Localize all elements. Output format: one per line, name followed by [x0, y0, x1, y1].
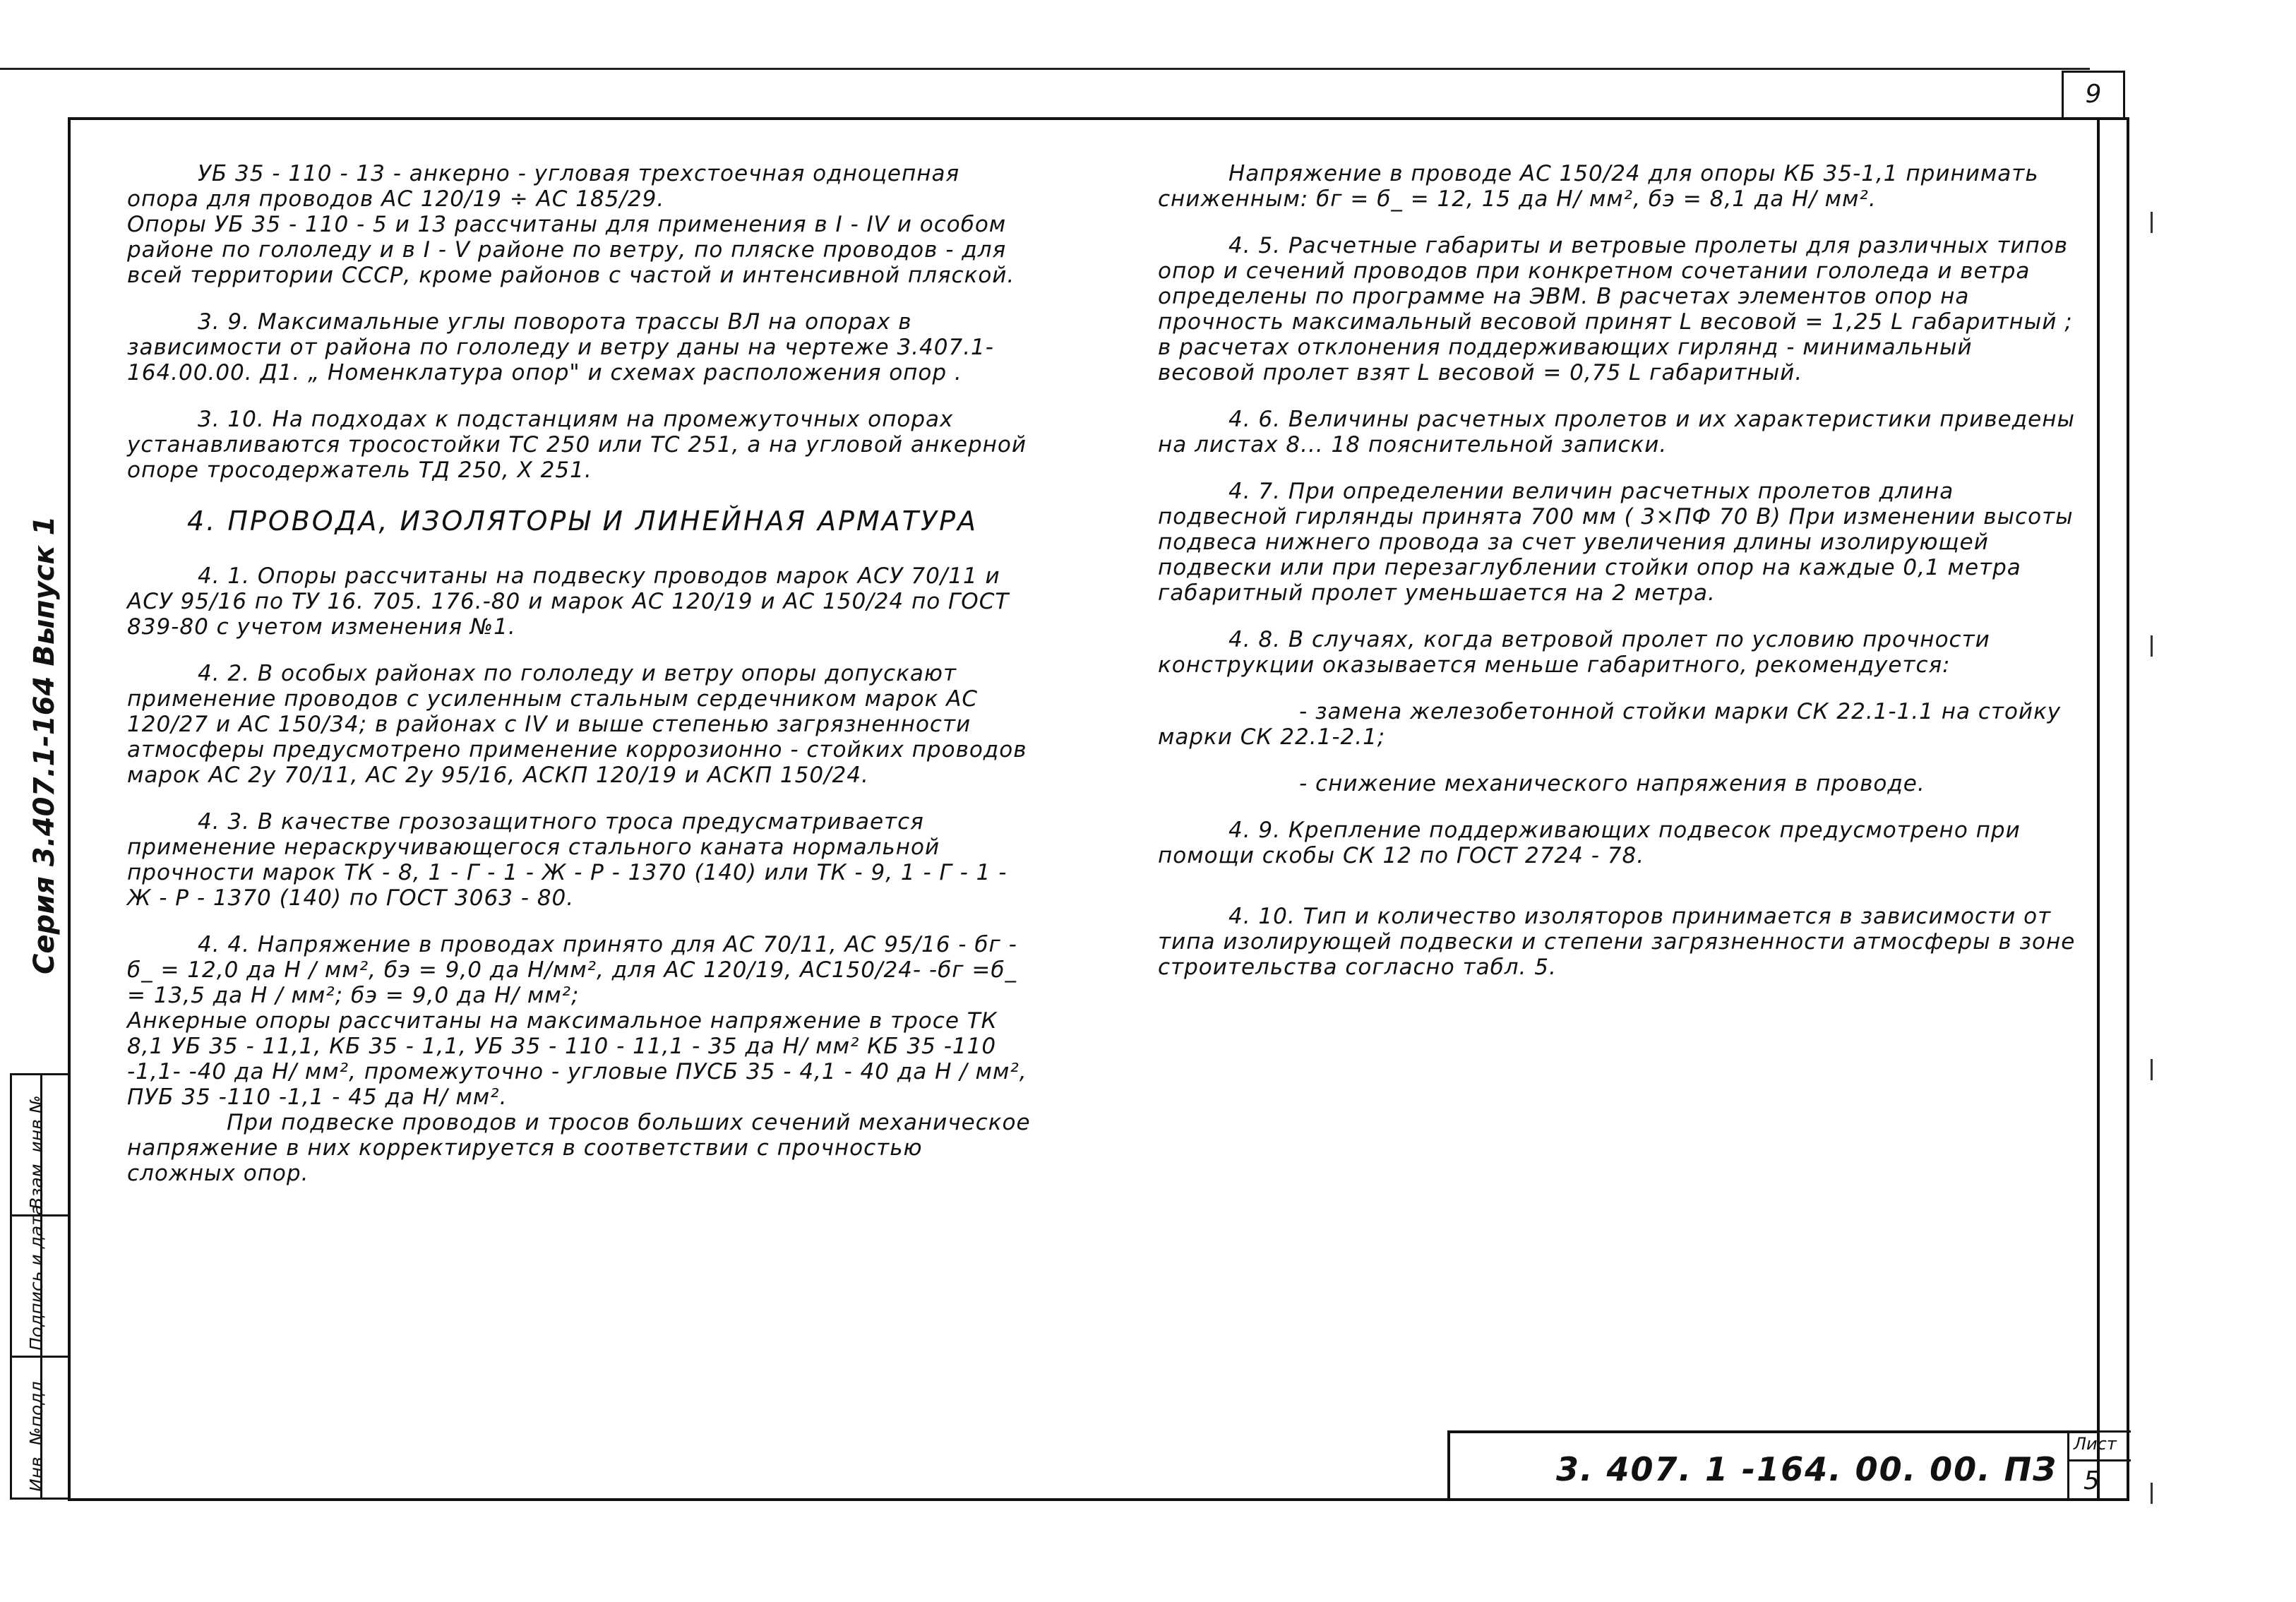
paragraph: 4. 7. При определении величин расчетных пролетов длина подвесной гирлянды принята 700 мм ( 3×ПФ 70 В) При изменении высоты подвеса нижнего провода за счет увеличения длины изолирующей подвески или при перезаглублении стойки опор на каждые 0,1 метра габаритный пролет уменьшается на 2 метра. [1158, 479, 2081, 606]
paragraph: 4. 6. Величины расчетных пролетов и их характеристики приведены на листах 8... 18 пояснительной записки. [1158, 407, 2083, 458]
stamp-cell-sign [12, 1204, 68, 1358]
sheet-number-box [2067, 1430, 2131, 1501]
margin-tick [2151, 635, 2153, 657]
paragraph: Напряжение в проводе АС 150/24 для опоры КБ 35-1,1 принимать сниженным: бг = б_ = 12, 15 да Н/ мм², бэ = 8,1 да Н/ мм². [1158, 161, 2047, 212]
stamp-label-podl: Инв. №подл. [26, 1375, 47, 1492]
paragraph: УБ 35 - 110 - 13 - анкерно - угловая трехстоечная одноцепная опора для проводов АС 120/19 ÷ АС 185/29. Опоры УБ 35 - 110 - 5 и 13 рассчитаны для применения в I - IV и особом районе по гололеду и в I - V районе по ветру, по пляске проводов - для всей территории СССР, кроме районов с частой и интенсивной пляской. [127, 161, 1015, 288]
stamp-cell-podl [12, 1358, 68, 1499]
stamp-cell-inv [12, 1075, 68, 1217]
frame-inner-rule [2097, 117, 2100, 1501]
paragraph: 4. 5. Расчетные габариты и ветровые пролеты для различных типов опор и сечений проводов при конкретном сочетании гололеда и ветра определены по программе на ЭВМ. В расчетах элементов опор на прочность максимальный весовой принят L весовой = 1,25 L габаритный ; в расчетах отклонения поддерживающих гирлянд - минимальный весовой пролет взят L весовой = 0,75 L габаритный. [1158, 233, 2081, 385]
margin-tick [2151, 1059, 2153, 1080]
stamp-label-vzam: Взам. инв.№ [26, 1095, 47, 1209]
document-code: 3. 407. 1 -164. 00. 00. ПЗ [1556, 1450, 2057, 1488]
right-column [1158, 161, 2083, 1001]
paragraph: 4. 8. В случаях, когда ветровой пролет по условию прочности конструкции оказывается меньше габаритного, рекомендуется: [1158, 627, 1998, 678]
stamp-label-sign: Подпись и дата [26, 1204, 47, 1351]
paragraph: 4. 10. Тип и количество изоляторов принимается в зависимости от типа изолирующей подвески и степени загрязненности атмосферы в зоне строительства согласно табл. 5. [1158, 904, 2083, 980]
margin-tick [2151, 212, 2153, 233]
paragraph: 3. 9. Максимальные углы поворота трассы ВЛ на опорах в зависимости от района по гололеду и ветру даны на чертеже 3.407.1-164.00.00. Д1. „ Номенклатура опор" и схемах расположения опор . [127, 309, 994, 385]
title-block [1447, 1430, 2097, 1501]
paragraph: 4. 9. Крепление поддерживающих подвесок предусмотрено при помощи скобы СК 12 по ГОСТ 2724 - 78. [1158, 818, 2028, 868]
sheet-box-divider [2069, 1459, 2131, 1461]
list-item: - замена железобетонной стойки марки СК 22.1-1.1 на стойку марки СК 22.1-2.1; [1158, 699, 2069, 750]
sheet-number: 5 [2083, 1466, 2100, 1495]
top-rule [0, 68, 2090, 70]
margin-tick [2151, 1483, 2153, 1504]
paragraph: 4. 2. В особых районах по гололеду и ветру опоры допускают применение проводов с усиленным стальным сердечником марок АС 120/27 и АС 150/34; в районах с IV и выше степенью загрязненности атмосферы предусмотрено применение коррозионно - стойких проводов марок АС 2у 70/11, АС 2у 95/16, АСКП 120/19 и АСКП 150/24. [127, 661, 1035, 788]
left-column [127, 161, 1038, 1207]
side-series-text: Серия 3.407.1-164 Выпуск 1 [28, 515, 61, 974]
side-series-label [7, 515, 61, 974]
paragraph: 3. 10. На подходах к подстанциям на промежуточных опорах устанавливаются тросостойки ТС 250 или ТС 251, а на угловой анкерной опоре тросодержатель ТД 250, Х 251. [127, 407, 1034, 483]
section-heading: 4. ПРОВОДА, ИЗОЛЯТОРЫ И ЛИНЕЙНАЯ АРМАТУРА [187, 506, 978, 537]
paragraph: 4. 1. Опоры рассчитаны на подвеску проводов марок АСУ 70/11 и АСУ 95/16 по ТУ 16. 705. 176.-80 и марок АС 120/19 и АС 150/24 по ГОСТ 839-80 с учетом изменения №1. [127, 563, 1017, 640]
side-stamp [10, 1073, 68, 1500]
sheet-label: Лист [2074, 1434, 2117, 1454]
paragraph: 4. 4. Напряжение в проводах принято для АС 70/11, АС 95/16 - бг - б_ = 12,0 да Н / мм², бэ = 9,0 да Н/мм², для АС 120/19, АС150/24- -бг =б_ = 13,5 да Н / мм²; бэ = 9,0 да Н/ мм²; Анкерные опоры рассчитаны на максимальное напряжение в тросе ТК 8,1 УБ 35 - 11,1, КБ 35 - 1,1, УБ 35 - 110 - 11,1 - 35 да Н/ мм² КБ 35 -110 -1,1- -40 да Н/ мм², промежуточно - угловые ПУСБ 35 - 4,1 - 40 да Н / мм², ПУБ 35 -110 -1,1 - 45 да Н/ мм². При подвеске проводов и тросов больших сечений механическое напряжение в них корректируется в соответствии с прочностью сложных опор. [127, 932, 1031, 1186]
list-item: - снижение механического напряжения в проводе. [1299, 771, 1925, 796]
sheet-corner-number: 9 [2062, 71, 2125, 117]
paragraph: 4. 3. В качестве грозозащитного троса предусматривается применение нераскручивающегося стального каната нормальной прочности марок ТК - 8, 1 - Г - 1 - Ж - Р - 1370 (140) или ТК - 9, 1 - Г - 1 - Ж - Р - 1370 (140) по ГОСТ 3063 - 80. [127, 809, 1015, 911]
